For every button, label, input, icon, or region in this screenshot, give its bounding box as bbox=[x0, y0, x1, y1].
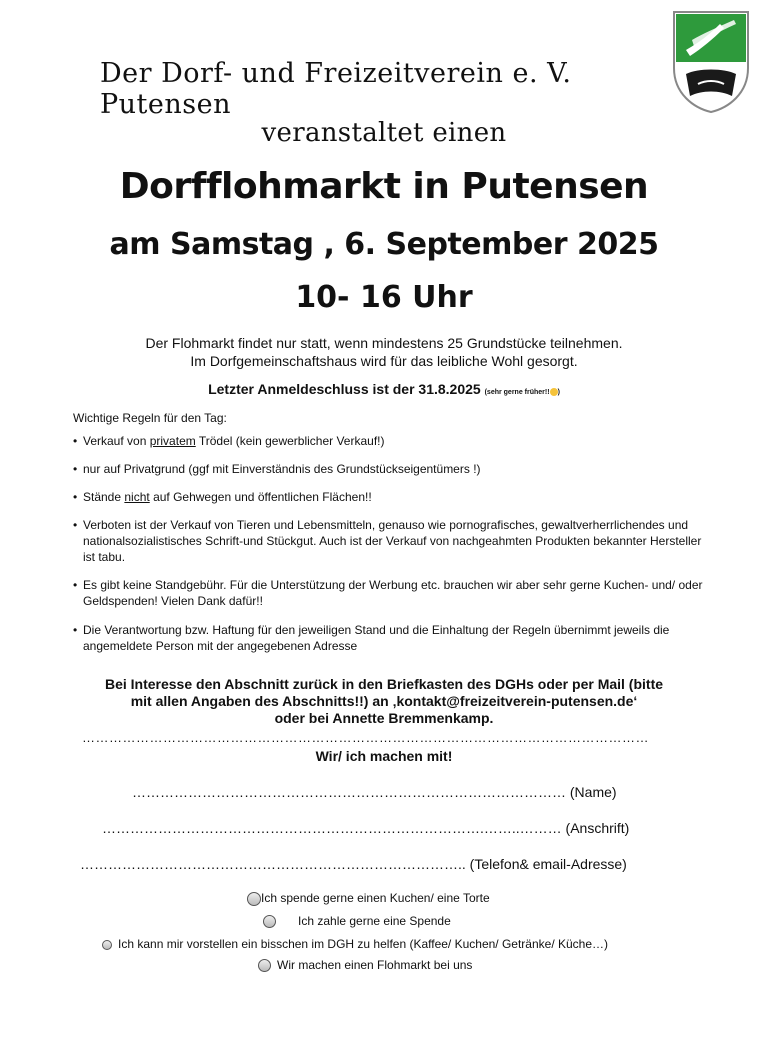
coat-of-arms-logo bbox=[672, 10, 750, 114]
smiley-icon bbox=[550, 388, 558, 396]
event-time: 10- 16 Uhr bbox=[295, 280, 473, 315]
rule-text-part: auf Gehwegen und öffentlichen Flächen!! bbox=[149, 490, 372, 504]
event-title: Dorfflohmarkt in Putensen bbox=[119, 166, 649, 207]
interest-line-1: Bei Interesse den Abschnitt zurück in den Briefkasten des DGHs oder per Mail (bitte bbox=[104, 676, 664, 692]
name-field-label: (Name) bbox=[566, 784, 617, 800]
rules-heading: Wichtige Regeln für den Tag: bbox=[73, 411, 227, 425]
subtitle: veranstaltet einen bbox=[261, 118, 507, 148]
option-label: Wir machen einen Flohmarkt bei uns bbox=[277, 958, 473, 972]
bullet: • bbox=[73, 434, 78, 448]
contact-field-label: (Telefon& email-Adresse) bbox=[465, 856, 627, 872]
interest-line-3: oder bei Annette Bremmenkamp. bbox=[274, 710, 494, 726]
join-heading: Wir/ ich machen mit! bbox=[315, 748, 453, 764]
rule-text-part: Stände bbox=[83, 490, 125, 504]
option-help[interactable] bbox=[102, 937, 608, 951]
deadline-text: Letzter Anmeldeschluss ist der 31.8.2025 bbox=[208, 381, 481, 397]
interest-instructions bbox=[60, 676, 708, 727]
interest-line-2: mit allen Angaben des Abschnitts!!) an ‚kontakt@freizeitverein-putensen.de‘ bbox=[130, 693, 638, 709]
rule-text: Die Verantwortung bzw. Haftung für den jeweiligen Stand und die Einhaltung der Regeln übernimmt jeweils die angemeldete Person mit der angegebenen Adresse bbox=[83, 623, 670, 653]
rule-text bbox=[73, 433, 703, 449]
rule-item bbox=[73, 461, 703, 477]
cut-line: ……………………………………………………………………………………………………………… bbox=[82, 730, 649, 745]
contact-field[interactable] bbox=[80, 856, 700, 872]
organizer-name: Der Dorf- und Freizeitverein e. V. Putensen bbox=[100, 58, 572, 120]
address-field-label: (Anschrift) bbox=[561, 820, 630, 836]
rule-text bbox=[73, 489, 703, 505]
deadline-note bbox=[485, 389, 560, 396]
address-field-dots[interactable]: ……………………………………………………………………….……..……… bbox=[102, 820, 562, 836]
rule-item bbox=[73, 517, 703, 565]
option-cake[interactable] bbox=[247, 891, 490, 906]
event-date: am Samstag , 6. September 2025 bbox=[109, 227, 659, 262]
deadline-note-text: (sehr gerne früher!! bbox=[484, 389, 550, 396]
name-field[interactable] bbox=[132, 784, 642, 800]
bullet: • bbox=[73, 462, 78, 476]
rule-text: nur auf Privatgrund (ggf mit Einverständnis des Grundstückseigentümers !) bbox=[83, 462, 481, 476]
option-label: Ich kann mir vorstellen ein bisschen im DGH zu helfen (Kaffee/ Kuchen/ Getränke/ Küche…) bbox=[118, 937, 609, 951]
bullet: • bbox=[73, 518, 78, 532]
rule-underlined: privatem bbox=[149, 434, 196, 448]
intro-line-2: Im Dorfgemeinschaftshaus wird für das leibliche Wohl gesorgt. bbox=[190, 353, 578, 369]
rule-item bbox=[73, 489, 703, 505]
radio-button-icon[interactable] bbox=[102, 940, 112, 950]
deadline-notice bbox=[0, 381, 768, 397]
radio-button-icon[interactable] bbox=[258, 959, 271, 972]
rule-underlined: nicht bbox=[124, 490, 150, 504]
contact-field-dots[interactable]: ……………………………………………………………………….. bbox=[80, 856, 466, 872]
rule-item bbox=[73, 433, 703, 449]
rule-text-part: Verkauf von bbox=[83, 434, 150, 448]
bullet: • bbox=[73, 623, 78, 637]
option-donation[interactable] bbox=[263, 914, 451, 928]
bullet: • bbox=[73, 578, 78, 592]
rule-item bbox=[73, 577, 703, 609]
rule-text: Verboten ist der Verkauf von Tieren und Lebensmitteln, genauso wie pornografisches, gewaltverherrlichendes und nationalsozialistisches Schrift-und Stückgut. Auch ist der Verkauf von nachgeahmten Produkten bekannter Hersteller ist tabu. bbox=[83, 518, 702, 564]
rule-text-part: Trödel (kein gewerblicher Verkauf!) bbox=[195, 434, 385, 448]
intro-line-1: Der Flohmarkt findet nur statt, wenn mindestens 25 Grundstücke teilnehmen. bbox=[145, 335, 623, 351]
rule-text: Es gibt keine Standgebühr. Für die Unterstützung der Werbung etc. brauchen wir aber sehr gerne Kuchen- und/ oder Geldspenden! Vielen Dank dafür!! bbox=[83, 578, 703, 608]
address-field[interactable] bbox=[102, 820, 672, 836]
option-fleamarket[interactable] bbox=[258, 958, 472, 972]
option-label: Ich zahle gerne eine Spende bbox=[298, 914, 451, 928]
option-label: Ich spende gerne einen Kuchen/ eine Torte bbox=[261, 891, 490, 905]
bullet: • bbox=[73, 490, 78, 504]
deadline-note-end: ) bbox=[557, 389, 560, 396]
radio-button-icon[interactable] bbox=[247, 892, 261, 906]
radio-button-icon[interactable] bbox=[263, 915, 276, 928]
name-field-dots[interactable]: ………………………………………………………………………………… bbox=[132, 784, 566, 800]
rule-item bbox=[73, 622, 703, 654]
